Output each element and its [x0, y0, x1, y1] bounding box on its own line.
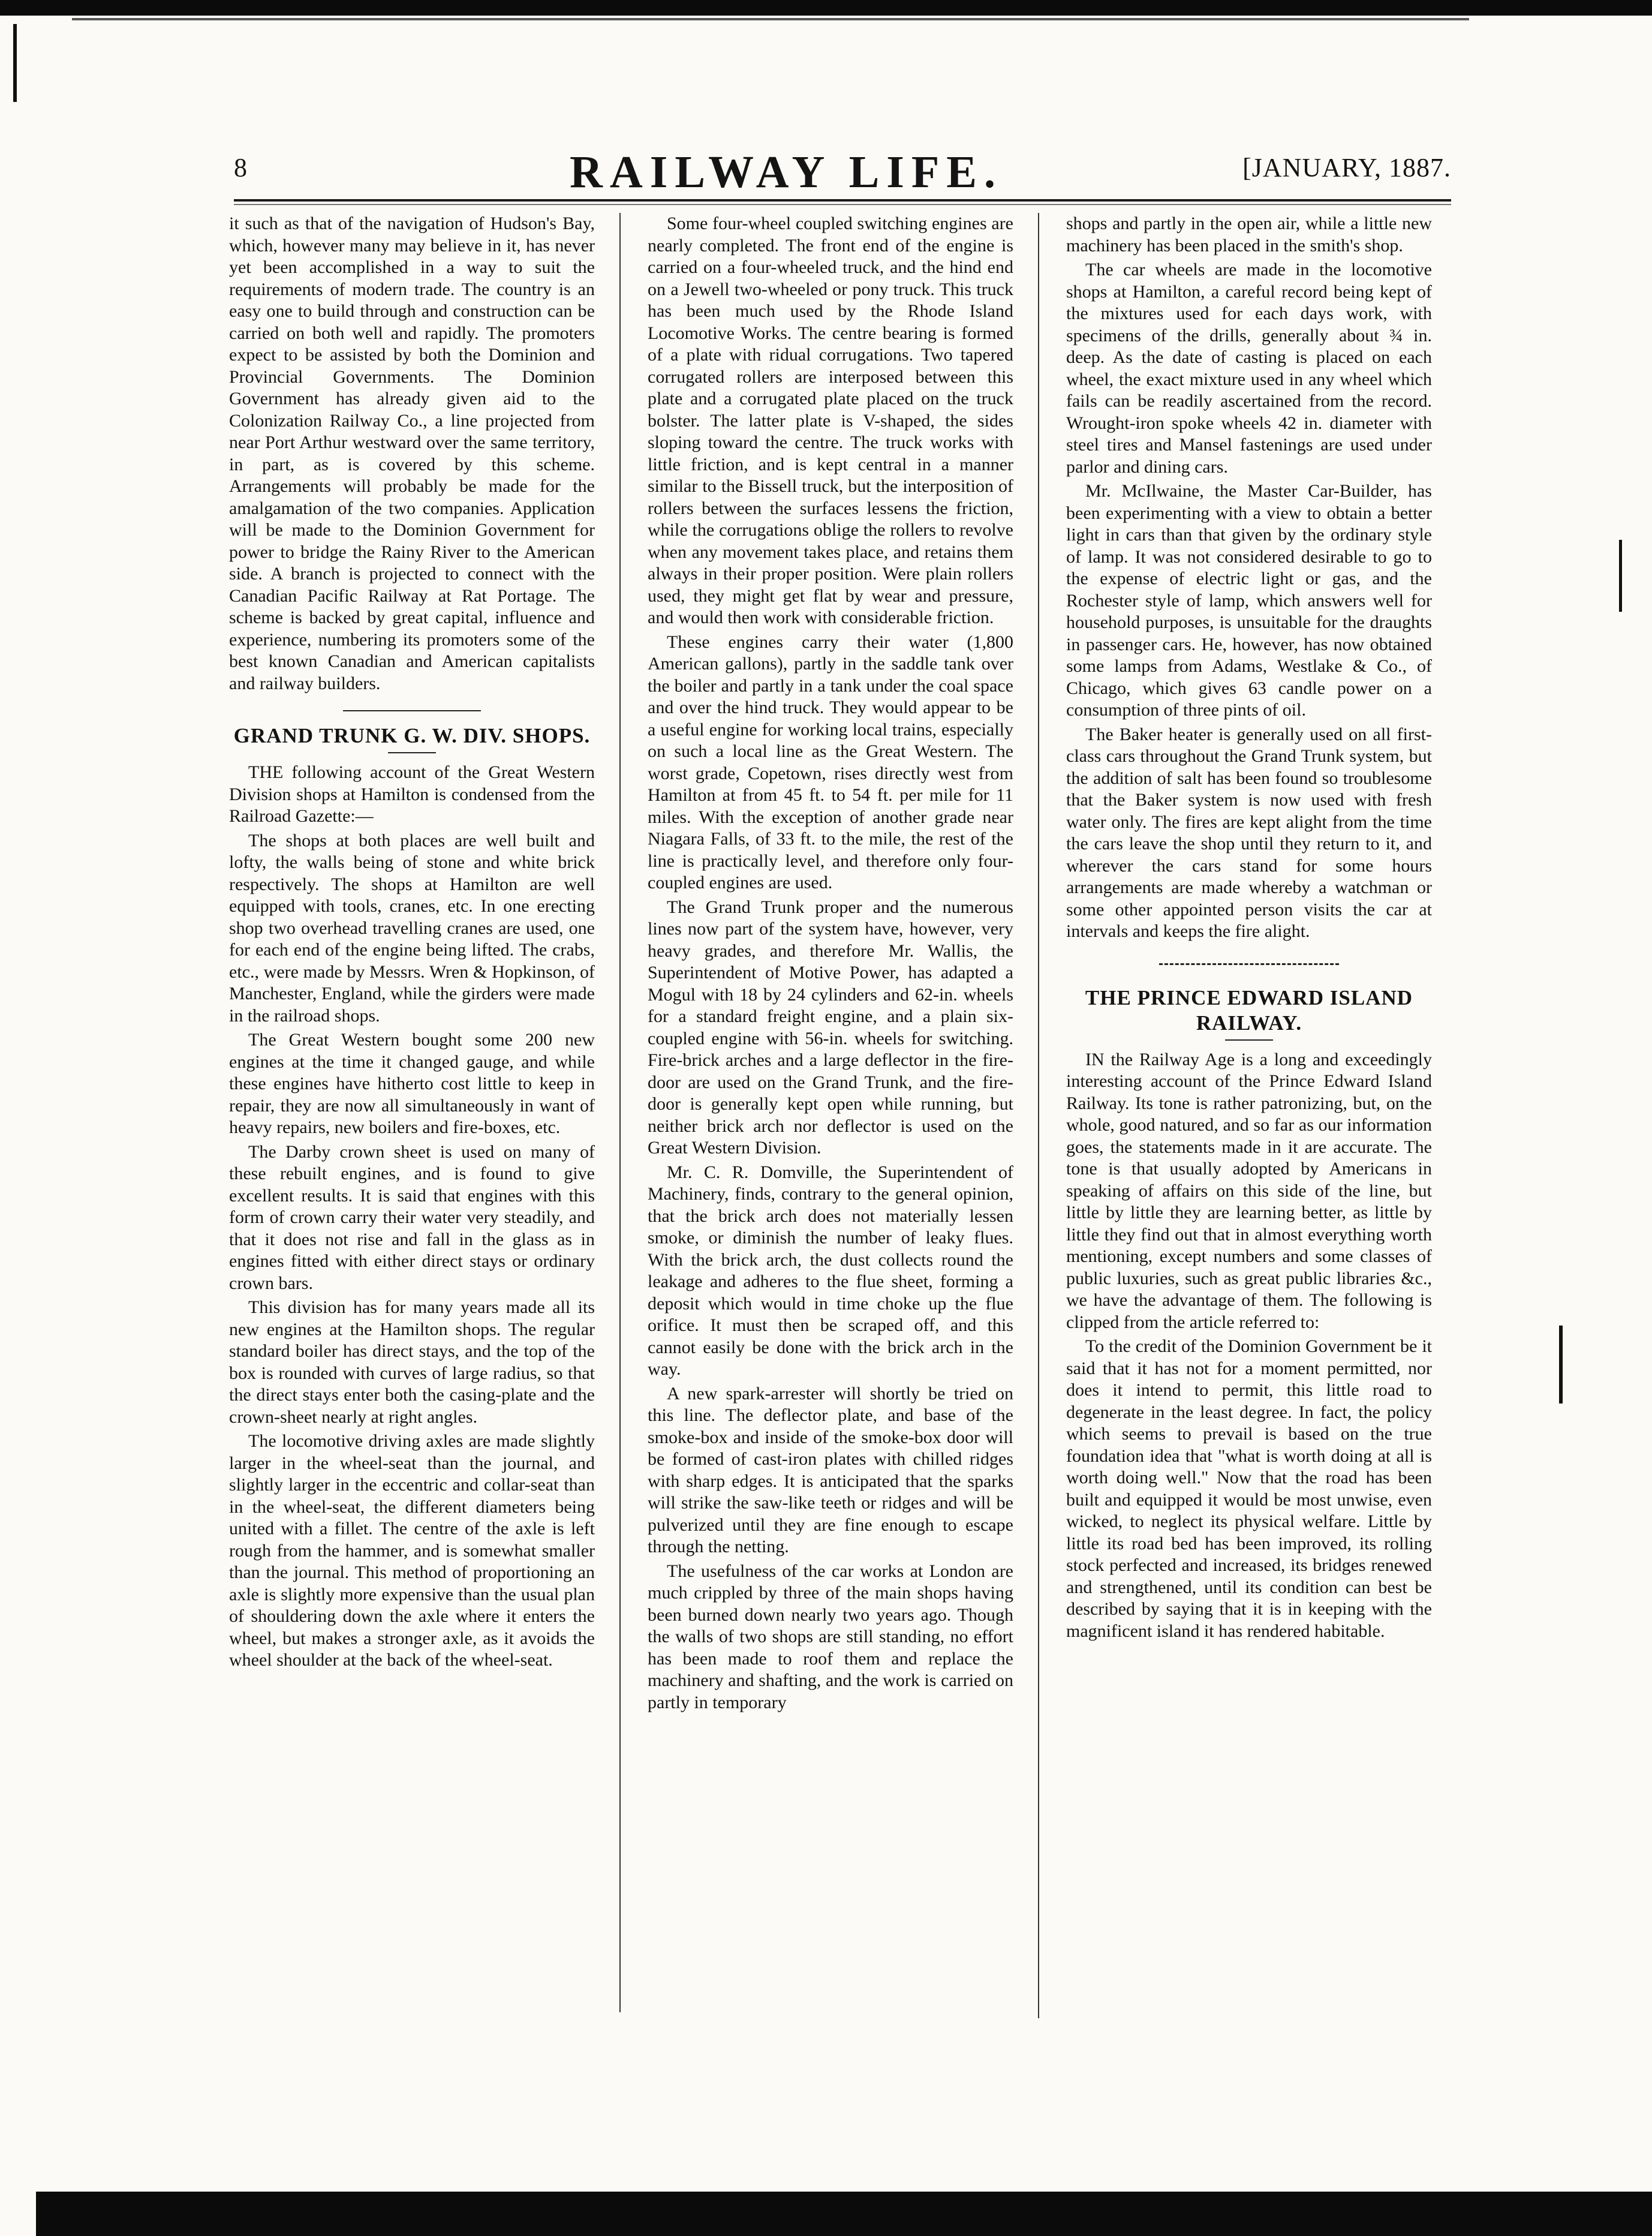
article-paragraph: The usefulness of the car works at London are much crippled by three of the main shops having been burned down nearly two years ago. Though the walls of two shops are still standing, no effort has been made to roof them and replace the machinery and shafting, and the work is carried on partly in temporary: [648, 1561, 1013, 1712]
article-paragraph: THE following account of the Great Western Division shops at Hamilton is condensed from the Railroad Gazette:—: [229, 762, 595, 826]
column-divider: [1038, 213, 1039, 2018]
heading-rule: [388, 752, 436, 753]
header-rule: [234, 199, 1451, 202]
top-edge-bar: [0, 0, 1652, 16]
article-paragraph: The Baker heater is generally used on all first-class cars throughout the Grand Trunk system, but the addition of salt has been found so troublesome that the Baker system is now used with fresh water only. The fires are kept alight from the time the cars leave the shop until they return to it, and wherever the cars stand for some hours arrangements are made whereby a watchman or some other appointed person visits the car at intervals and keeps the fire alight.: [1066, 724, 1432, 941]
bottom-edge-bar: [36, 2192, 1652, 2236]
heading-rule: [1225, 1039, 1273, 1041]
article-paragraph: The Great Western bought some 200 new engines at the time it changed gauge, and while these engines have hitherto cost little to keep in repair, they are now all simultaneously in want of heavy repairs, new boilers and fire-boxes, etc.: [229, 1030, 595, 1137]
article-paragraph: Mr. C. R. Domville, the Superintendent of Machinery, finds, contrary to the general opinion, that the brick arch does not materially lessen smoke, or diminish the number of leaky flues. With the brick arch, the dust collects round the leakage and adheres to the flue sheet, forming a deposit which would in time choke up the flue orifice. It must then be scraped off, and this cannot easily be done with the brick arch in the way.: [648, 1162, 1013, 1379]
top-edge-rule: [72, 18, 1469, 20]
margin-mark: [13, 24, 17, 102]
margin-mark: [1619, 540, 1622, 612]
article-paragraph: To the credit of the Dominion Government be it said that it has not for a moment permitted, nor does it intend to permit, this little road to degenerate in the least degree. In fact, the policy which seems to prevail is based on the true foundation idea that "what is worth doing at all is worth doing well." Now that the road has been built and equipped it would be most unwise, even wicked, to neglect its physical welfare. Little by little its road bed has been improved, its rolling stock perfected and increased, its bridges renewed and strengthened, until its condition can best be described by saying that it is in keeping with the magnificent island it has rendered habitable.: [1066, 1336, 1432, 1641]
column-1: [229, 213, 595, 1674]
header-rule-thin: [234, 204, 1451, 205]
article-paragraph: Mr. McIlwaine, the Master Car-Builder, has been experimenting with a view to obtain a better light in cars than that given by the ordinary style of lamp. It was not considered desirable to go to the expense of electric light or gas, and the Rochester style of lamp, which answers well for household purposes, is unsuitable for the draughts in passenger cars. He, however, has now obtained some lamps from Adams, Westlake & Co., of Chicago, which gives 63 candle power on a consumption of three pints of oil.: [1066, 481, 1432, 720]
article-paragraph: This division has for many years made all its new engines at the Hamilton shops. The regular standard boiler has direct stays, and the top of the box is rounded with curves of large radius, so that the direct stays enter both the casing-plate and the crown-sheet nearly at right angles.: [229, 1297, 595, 1427]
section-heading: THE PRINCE EDWARD ISLAND RAILWAY.: [1085, 985, 1413, 1035]
column-2: [648, 213, 1013, 1716]
margin-mark: [1559, 1326, 1563, 1403]
article-paragraph: The Grand Trunk proper and the numerous lines now part of the system have, however, very heavy grades, and therefore Mr. Wallis, the Superintendent of Motive Power, has adapted a Mogul with 18 by 24 cylinders and 62-in. wheels for a standard freight engine, and a plain six-coupled engine with 56-in. wheels for switching. Fire-brick arches and a large deflector in the fire-door are used on the Grand Trunk, and the fire-door is generally kept open while running, but neither brick arch nor deflector is used on the Great Western Division.: [648, 897, 1013, 1158]
article-paragraph: The Darby crown sheet is used on many of these rebuilt engines, and is found to give excellent results. It is said that engines with this form of crown carry their water very steadily, and that it does not rise and fall in the glass as in engines fitted with either direct stays or ordinary crown bars.: [229, 1141, 595, 1293]
article-paragraph: A new spark-arrester will shortly be tried on this line. The deflector plate, and base of the smoke-box and inside of the smoke-box door will be formed of cast-iron plates with chilled ridges with sharp edges. It is anticipated that the sparks will strike the saw-like teeth or ridges and will be pulverized until they are fine enough to escape through the netting.: [648, 1383, 1013, 1556]
publication-title: RAILWAY LIFE.: [570, 147, 1003, 197]
article-paragraph: it such as that of the navigation of Hudson's Bay, which, however many may believe in it, has never yet been accomplished in a way to suit the requirements of modern trade. The country is an easy one to build through and construction can be carried on both well and rapidly. The promoters expect to be assisted by both the Dominion and Provincial Governments. The Dominion Government has already given aid to the Colonization Railway Co., a line projected from near Port Arthur westward over the same territory, in part, as is covered by this scheme. Arrangements will probably be made for the amalgamation of the two companies. Application will be made to the Dominion Government for power to bridge the Rainy River to the American side. A branch is projected to connect with the Canadian Pacific Railway at Rat Portage. The scheme is backed by great capital, influence and experience, numbering its promoters some of the best known Canadian and American capitalists and railway builders.: [229, 214, 595, 693]
page-number: 8: [234, 153, 247, 182]
column-3: [1066, 213, 1432, 1645]
section-heading: GRAND TRUNK G. W. DIV. SHOPS.: [233, 724, 591, 747]
article-paragraph: shops and partly in the open air, while a little new machinery has been placed in the smith's shop.: [1066, 214, 1432, 256]
issue-date: [JANUARY, 1887.: [1242, 153, 1451, 182]
article-paragraph: The locomotive driving axles are made slightly larger in the wheel-seat than the journal, and slightly larger in the eccentric and collar-seat than in the wheel-seat, the different diameters being united with a fillet. The centre of the axle is left rough from the hammer, and is somewhat smaller than the journal. This method of proportioning an axle is slightly more expensive than the usual plan of shouldering down the axle where it enters the wheel, but makes a stronger axle, as it avoids the wheel shoulder at the back of the wheel-seat.: [229, 1431, 595, 1670]
section-separator: [1159, 963, 1339, 965]
article-paragraph: The car wheels are made in the locomotive shops at Hamilton, a careful record being kept of the mixtures used for each days work, with specimens of the drills, generally about ¾ in. deep. As the date of casting is placed on each wheel, the exact mixture used in any wheel which fails can be readily ascertained from the record. Wrought-iron spoke wheels 42 in. diameter with steel tires and Mansel fastenings are used under parlor and dining cars.: [1066, 260, 1432, 477]
article-paragraph: Some four-wheel coupled switching engines are nearly completed. The front end of the engine is carried on a four-wheeled truck, and the hind end on a Jewell two-wheeled or pony truck. This truck has been much used by the Rhode Island Locomotive Works. The centre bearing is formed of a plate with ridual corrugations. Two tapered corrugated rollers are interposed between this plate and a corrugated plate placed on the truck bolster. The latter plate is V-shaped, the sides sloping toward the centre. The truck works with little friction, and is kept central in a manner similar to the Bissell truck, but the interposition of rollers between the surfaces lessens the friction, while the corrugations oblige the rollers to revolve when any movement takes place, and retains them always in their proper position. Were plain rollers used, they might get flat by wear and pressure, and would then work with considerable friction.: [648, 214, 1013, 627]
article-paragraph: IN the Railway Age is a long and exceedingly interesting account of the Prince Edward Island Railway. Its tone is rather patronizing, but, on the whole, good natured, and so far as our information goes, the statements made in it are accurate. The tone is that usually adopted by Americans in speaking of affairs on this side of the line, but little by little they are learning better, as little by little they find out that in almost everything worth mentioning, except numbers and some classes of public luxuries, such as great public libraries &c., we have the advantage of them. The following is clipped from the article referred to:: [1066, 1049, 1432, 1332]
article-paragraph: These engines carry their water (1,800 American gallons), partly in the saddle tank over the boiler and partly in a tank under the coal space and over the hind truck. They would appear to be a useful engine for working local trains, especially on such a local line as the Great Western. The worst grade, Copetown, rises directly west from Hamilton at from 45 ft. to 54 ft. per mile for 11 miles. With the exception of another grade near Niagara Falls, of 33 ft. to the mile, the rest of the line is practically level, and therefore only four-coupled engines are used.: [648, 632, 1013, 892]
section-separator: [343, 710, 481, 711]
column-divider: [619, 213, 621, 2012]
article-paragraph: The shops at both places are well built and lofty, the walls being of stone and white brick respectively. The shops at Hamilton are well equipped with tools, cranes, etc. In one erecting shop two overhead travelling cranes are used, one for each end of the engine being lifted. The crabs, etc., were made by Messrs. Wren & Hopkinson, of Manchester, England, while the girders were made in the railroad shops.: [229, 830, 595, 1026]
page-header: [234, 147, 1451, 198]
